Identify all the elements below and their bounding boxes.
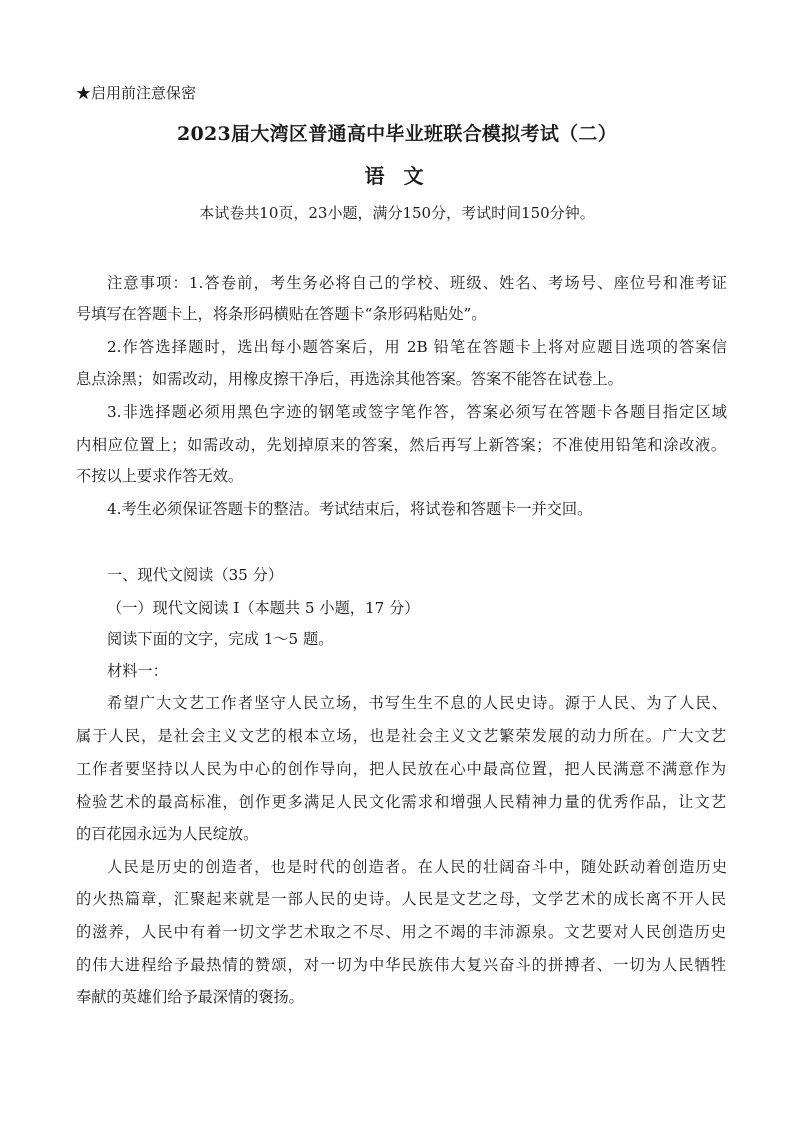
subject-title: 语 文 — [364, 164, 430, 188]
note-line: 2.作答选择题时，选出每小题答案后，用 2B 铅笔在答题卡上将对应题目选项的答案信 — [107, 338, 727, 356]
exam-info: 本试卷共10页，23小题，满分150分，考试时间150分钟。 — [199, 204, 595, 222]
paragraph-line: 的滋养，人民中有着一切文学艺术取之不尽、用之不竭的丰沛源泉。文艺要对人民创造历史 — [76, 923, 726, 941]
confidential-notice: ★启用前注意保密 — [76, 84, 197, 102]
exam-title: 2023届大湾区普通高中毕业班联合模拟考试（二） — [176, 123, 618, 145]
paragraph-line: 奉献的英雄们给予最深情的褒扬。 — [76, 988, 304, 1006]
paragraph-line: 的火热篇章，汇聚起来就是一部人民的史诗。人民是文艺之母，文学艺术的成长离不开人民 — [76, 890, 726, 908]
note-line: 注意事项：1.答卷前，考生务必将自己的学校、班级、姓名、考场号、座位号和准考证 — [107, 274, 727, 292]
subsection-heading: （一）现代文阅读 I（本题共 5 小题，17 分） — [107, 599, 420, 617]
material-label: 材料一： — [107, 662, 168, 680]
reading-instruction: 阅读下面的文字，完成 1～5 题。 — [107, 630, 334, 648]
paragraph-line: 的百花园永远为人民绽放。 — [76, 825, 259, 843]
note-line: 4.考生必须保证答题卡的整洁。考试结束后，将试卷和答题卡一并交回。 — [107, 500, 593, 518]
paragraph-line: 工作者要坚持以人民为中心的创作导向，把人民放在心中最高位置，把人民满意不满意作为 — [76, 760, 726, 778]
paragraph-line: 希望广大文艺工作者坚守人民立场，书写生生不息的人民史诗。源于人民、为了人民、 — [107, 694, 727, 712]
paragraph-line: 检验艺术的最高标准，创作更多满足人民文化需求和增强人民精神力量的优秀作品，让文艺 — [76, 793, 726, 811]
note-line: 号填写在答题卡上，将条形码横贴在答题卡“条形码粘贴处”。 — [76, 305, 487, 323]
note-line: 3.非选择题必须用黑色字迹的钢笔或签字笔作答，答案必须写在答题卡各题目指定区域 — [107, 403, 727, 421]
paragraph-line: 属于人民，是社会主义文艺的根本立场，也是社会主义文艺繁荣发展的动力所在。广大文艺 — [76, 727, 726, 745]
note-line: 息点涂黑；如需改动，用橡皮擦干净后，再选涂其他答案。答案不能答在试卷上。 — [76, 370, 623, 388]
section-heading: 一、现代文阅读（35 分） — [107, 566, 284, 584]
paragraph-line: 的伟大进程给予最热情的赞颂，对一切为中华民族伟大复兴奋斗的拼搏者、一切为人民牺牲 — [76, 956, 726, 974]
note-line: 不按以上要求作答无效。 — [76, 467, 244, 485]
paragraph-line: 人民是历史的创造者，也是时代的创造者。在人民的壮阔奋斗中，随处跃动着创造历史 — [107, 858, 727, 876]
note-line: 内相应位置上；如需改动，先划掉原来的答案，然后再写上新答案；不准使用铅笔和涂改液。 — [76, 436, 726, 454]
